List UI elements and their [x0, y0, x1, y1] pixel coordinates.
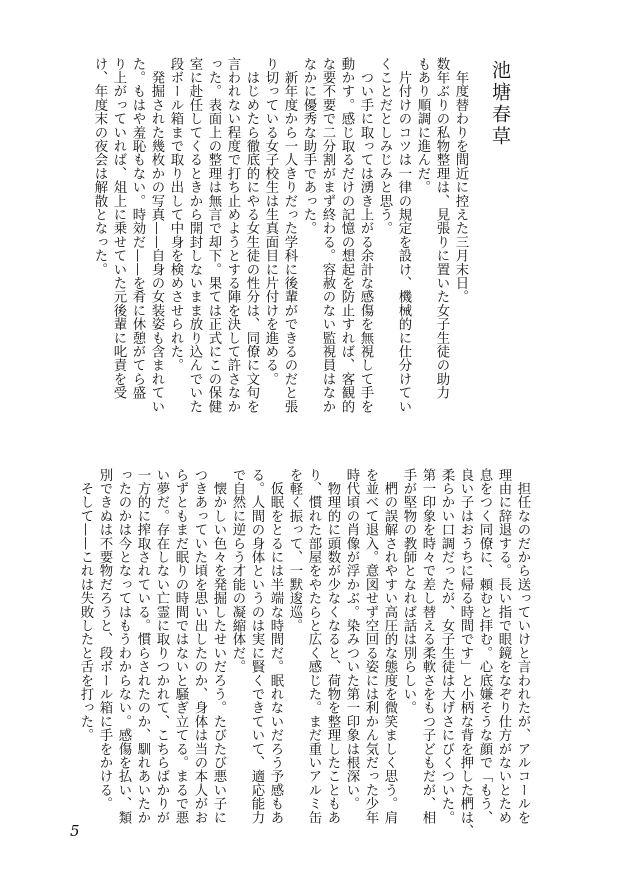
text-column: 新年度から一人きりだった学科に後輩ができるのだと張 [282, 57, 297, 414]
text-column: け、年度末の夜会は解散となった。 [92, 57, 107, 277]
text-column: 年度替わりを間近に控えた三月末日。 [453, 57, 468, 304]
text-column: らずともまだ眠りの時間ではないと騒ぎ立てる。まるで悪 [173, 468, 188, 825]
text-column: る。人間の身体というのは実に賢くできていて、適応能力 [249, 468, 264, 825]
text-column: 言われない程度で打ち止めようとする陣を決して許さなか [225, 57, 240, 414]
text-column: 物理的に頭数が少なくなると、荷物を整理したこともあ [325, 468, 340, 825]
text-column: つきあっていた頃を思い出したのか、身体は当の本人がお [192, 468, 207, 825]
text-column: 懐かしい色々を発掘したせいだろう。たびたび悪い子に [211, 468, 226, 825]
page-number: 5 [70, 822, 80, 840]
text-column: そして——これは失敗したと舌を打った。 [78, 468, 93, 742]
text-column: 手が堅物の教師となれば話は別らしい。 [401, 468, 416, 715]
text-column: 椚の誤解されやすい高圧的な態度を微笑ましく思う。肩 [382, 468, 397, 825]
text-column: 息をつく同僚に、頼むと拝む。心底嫌そうな顔で「もう、 [477, 468, 492, 825]
text-column: り切っている女子校生は生真面目に片付けを進める。 [263, 57, 278, 386]
text-column: 片付けのコツは一律の規定を設け、機械的に仕分けてい [396, 57, 411, 414]
text-column: を軽く振って、一默逡巡。 [287, 468, 302, 633]
text-column: ったのかは今となってはもうわからない。感傷を払い、類 [116, 468, 131, 825]
text-column: 時代頃の肖像が浮かぶ。染みついた第一印象は根深い。 [344, 468, 359, 811]
text-column: で自然に逆らう才能の凝縮体だ。 [230, 468, 245, 674]
text-column: い夢だ。存在しない亡霊に取りつかれて、こちらばかりが [154, 468, 169, 825]
text-column: り上がっていれば、俎上に乗せていた元後輩に叱責を受 [111, 57, 126, 400]
text-column: 数年ぶりの私物整理は、見張りに置いた女子生徒の助力 [434, 57, 449, 400]
text-column: くことだとしみじみと思う。 [377, 57, 392, 236]
text-column: 理由に辞退する。長い指で眼鏡をなぞり仕方がないとため [496, 468, 511, 825]
text-column: 動かす。感じ取るだけの記憶の想起を防止すれば、客観的 [339, 57, 354, 414]
text-column: 第一印象を時々で差し替える柔軟さをもつ子どもだが、相 [420, 468, 435, 825]
text-column: 室に赴任してくるときから開封しないまま放り込んでいた [187, 57, 202, 414]
text-column: 段ボール箱まで取り出して中身を検めさせられた。 [168, 57, 183, 373]
story-title: 池塘春草 [489, 60, 511, 148]
text-column: もあり順調に進んだ。 [415, 57, 430, 194]
text-column: 柔らかい口調だったが、女子生徒は大げさにびくついた。 [439, 468, 454, 825]
text-column: た。もはや羞恥もない。時効だ——を肴に休憩がてら盛 [130, 57, 145, 400]
text-column: 良い子はおうちに帰る時間です」と小柄な背を押した椚は、 [458, 468, 473, 838]
text-column: つい手に取っては湧き上がる余計な感傷を無視して手を [358, 57, 373, 414]
text-column: 仮眠をとるには半端な時間だ。眠れないだろう予感もあ [268, 468, 283, 825]
text-column: 別できぬは不要物だろうと、段ボール箱に手をかける。 [97, 468, 112, 811]
text-column: を並べて退入。意図せず空回る姿には利かん気だった少年 [363, 468, 378, 825]
text-column: はじめたら徹底的にやる女生徒の性分は、同僚に文句を [244, 57, 259, 414]
upper-text-block [90, 57, 470, 414]
text-column: 担任なのだから送っていけと言われたが、アルコールを [515, 468, 530, 825]
text-column: なかに優秀な助手であった。 [301, 57, 316, 236]
lower-text-block [76, 468, 532, 838]
text-column: 発掘された幾枚かの写真——自身の女装姿も含まれてい [149, 57, 164, 414]
text-column: った。表面上の整理は無言で却下。果ては正式にこの保健 [206, 57, 221, 414]
text-column: り、慣れた部屋をやたらと広く感じた。まだ重いアルミ缶 [306, 468, 321, 825]
text-column: 一方的に搾取されている。慣らされたのか、馴れあいたか [135, 468, 150, 825]
text-column: な要不要で二分割がまず終わる。容赦のない監視員はなか [320, 57, 335, 414]
